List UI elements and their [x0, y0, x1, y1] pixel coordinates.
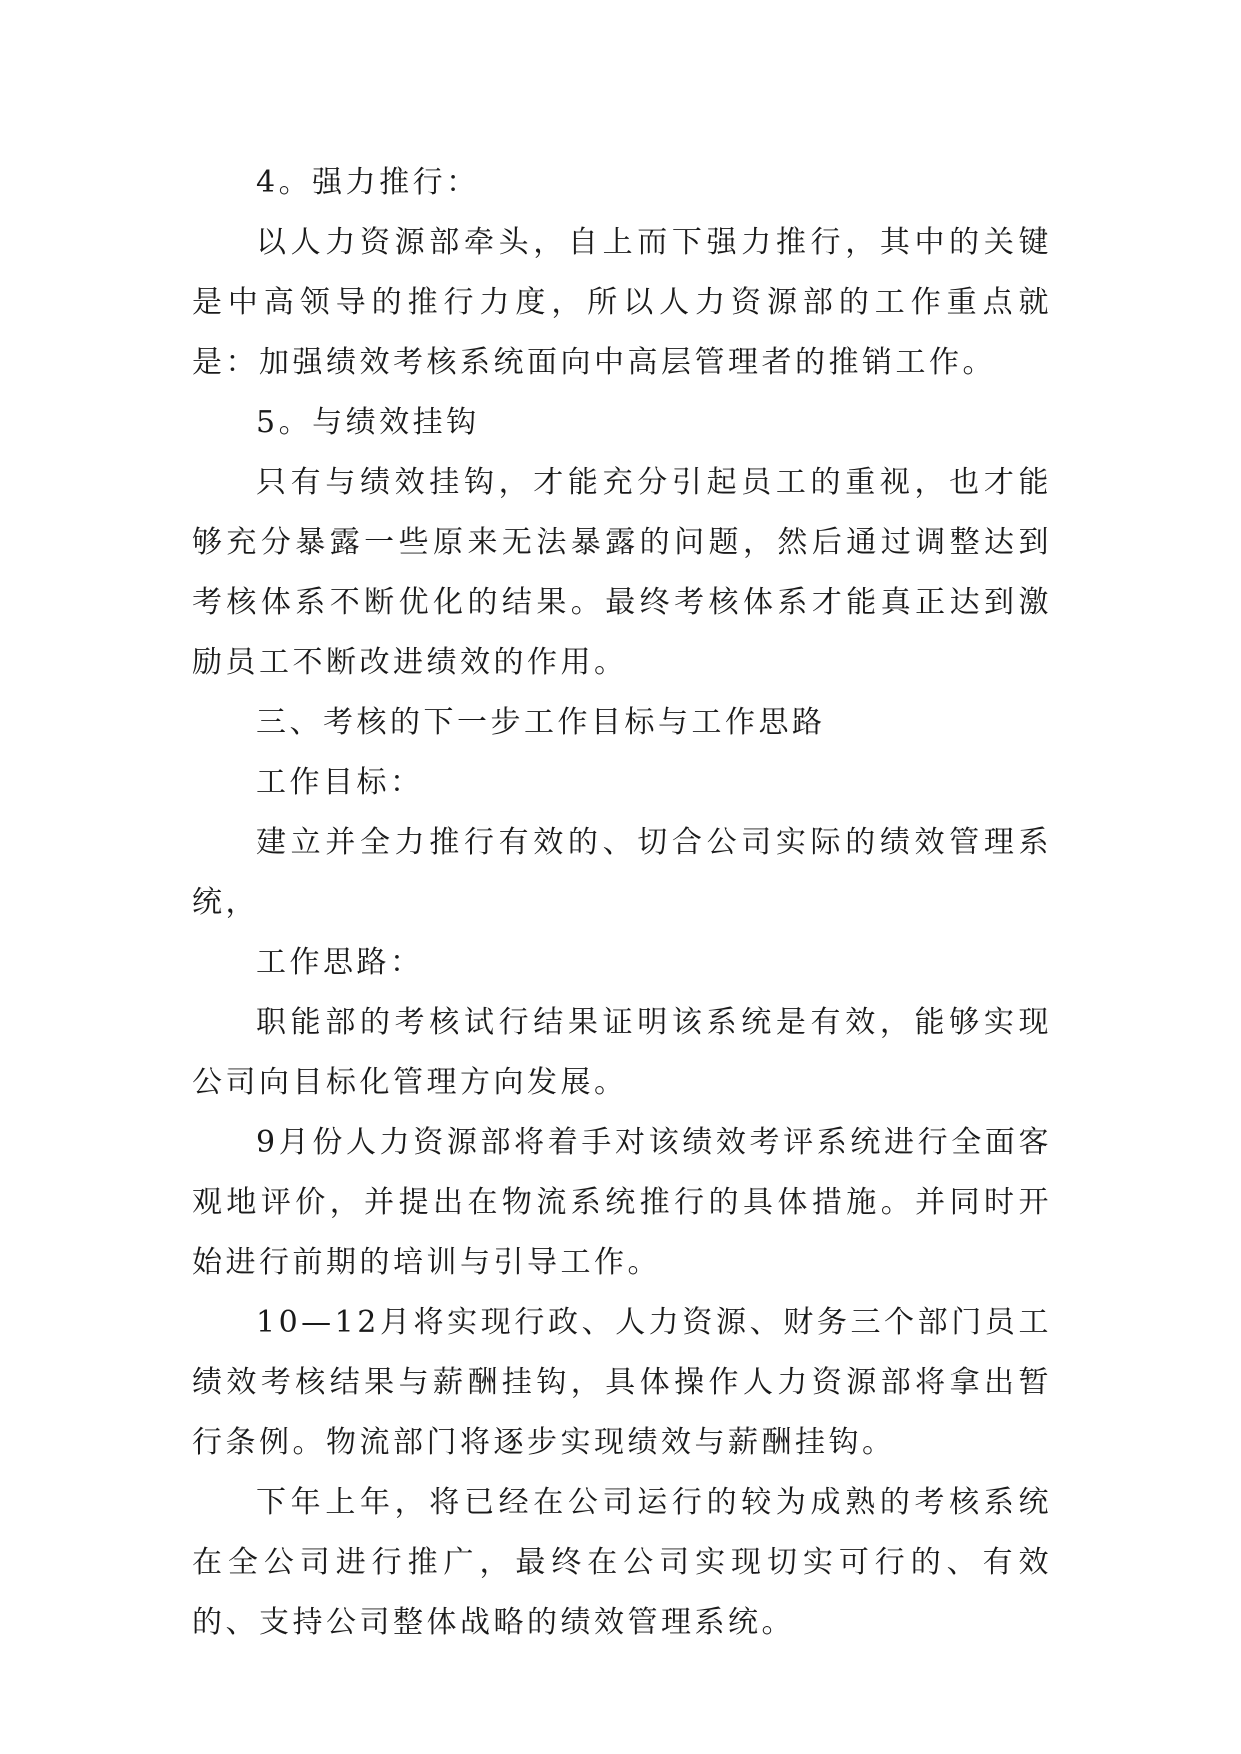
- paragraph-strong-promotion: 以人力资源部牵头，自上而下强力推行，其中的关键是中高领导的推行力度，所以人力资源部的工作重点就是：加强绩效考核系统面向中高层管理者的推销工作。: [192, 225, 1052, 380]
- paragraph-work-goal: 建立并全力推行有效的、切合公司实际的绩效管理系统，: [192, 825, 1052, 920]
- document-body: [192, 153, 1052, 1653]
- paragraph-link-to-performance: 只有与绩效挂钩，才能充分引起员工的重视，也才能够充分暴露一些原来无法暴露的问题，然后通过调整达到考核体系不断优化的结果。最终考核体系才能真正达到激励员工不断改进绩效的作用。: [192, 465, 1052, 680]
- paragraph-september-plan: 9月份人力资源部将着手对该绩效考评系统进行全面客观地评价，并提出在物流系统推行的具体措施。并同时开始进行前期的培训与引导工作。: [192, 1125, 1052, 1280]
- heading-work-approach: 工作思路：: [256, 945, 424, 980]
- paragraph-next-year-plan: 下年上年，将已经在公司运行的较为成熟的考核系统在全公司进行推广，最终在公司实现切实可行的、有效的、支持公司整体战略的绩效管理系统。: [192, 1485, 1052, 1640]
- heading-link-to-performance: 5。与绩效挂钩: [256, 405, 480, 440]
- paragraph-trial-results: 职能部的考核试行结果证明该系统是有效，能够实现公司向目标化管理方向发展。: [192, 1005, 1052, 1100]
- heading-strong-promotion: 4。强力推行：: [256, 165, 480, 200]
- heading-work-goal: 工作目标：: [256, 765, 424, 800]
- paragraph-october-december-plan: 10—12月将实现行政、人力资源、财务三个部门员工绩效考核结果与薪酬挂钩，具体操作人力资源部将拿出暂行条例。物流部门将逐步实现绩效与薪酬挂钩。: [192, 1305, 1052, 1460]
- section-heading-next-steps: 三、考核的下一步工作目标与工作思路: [256, 705, 826, 740]
